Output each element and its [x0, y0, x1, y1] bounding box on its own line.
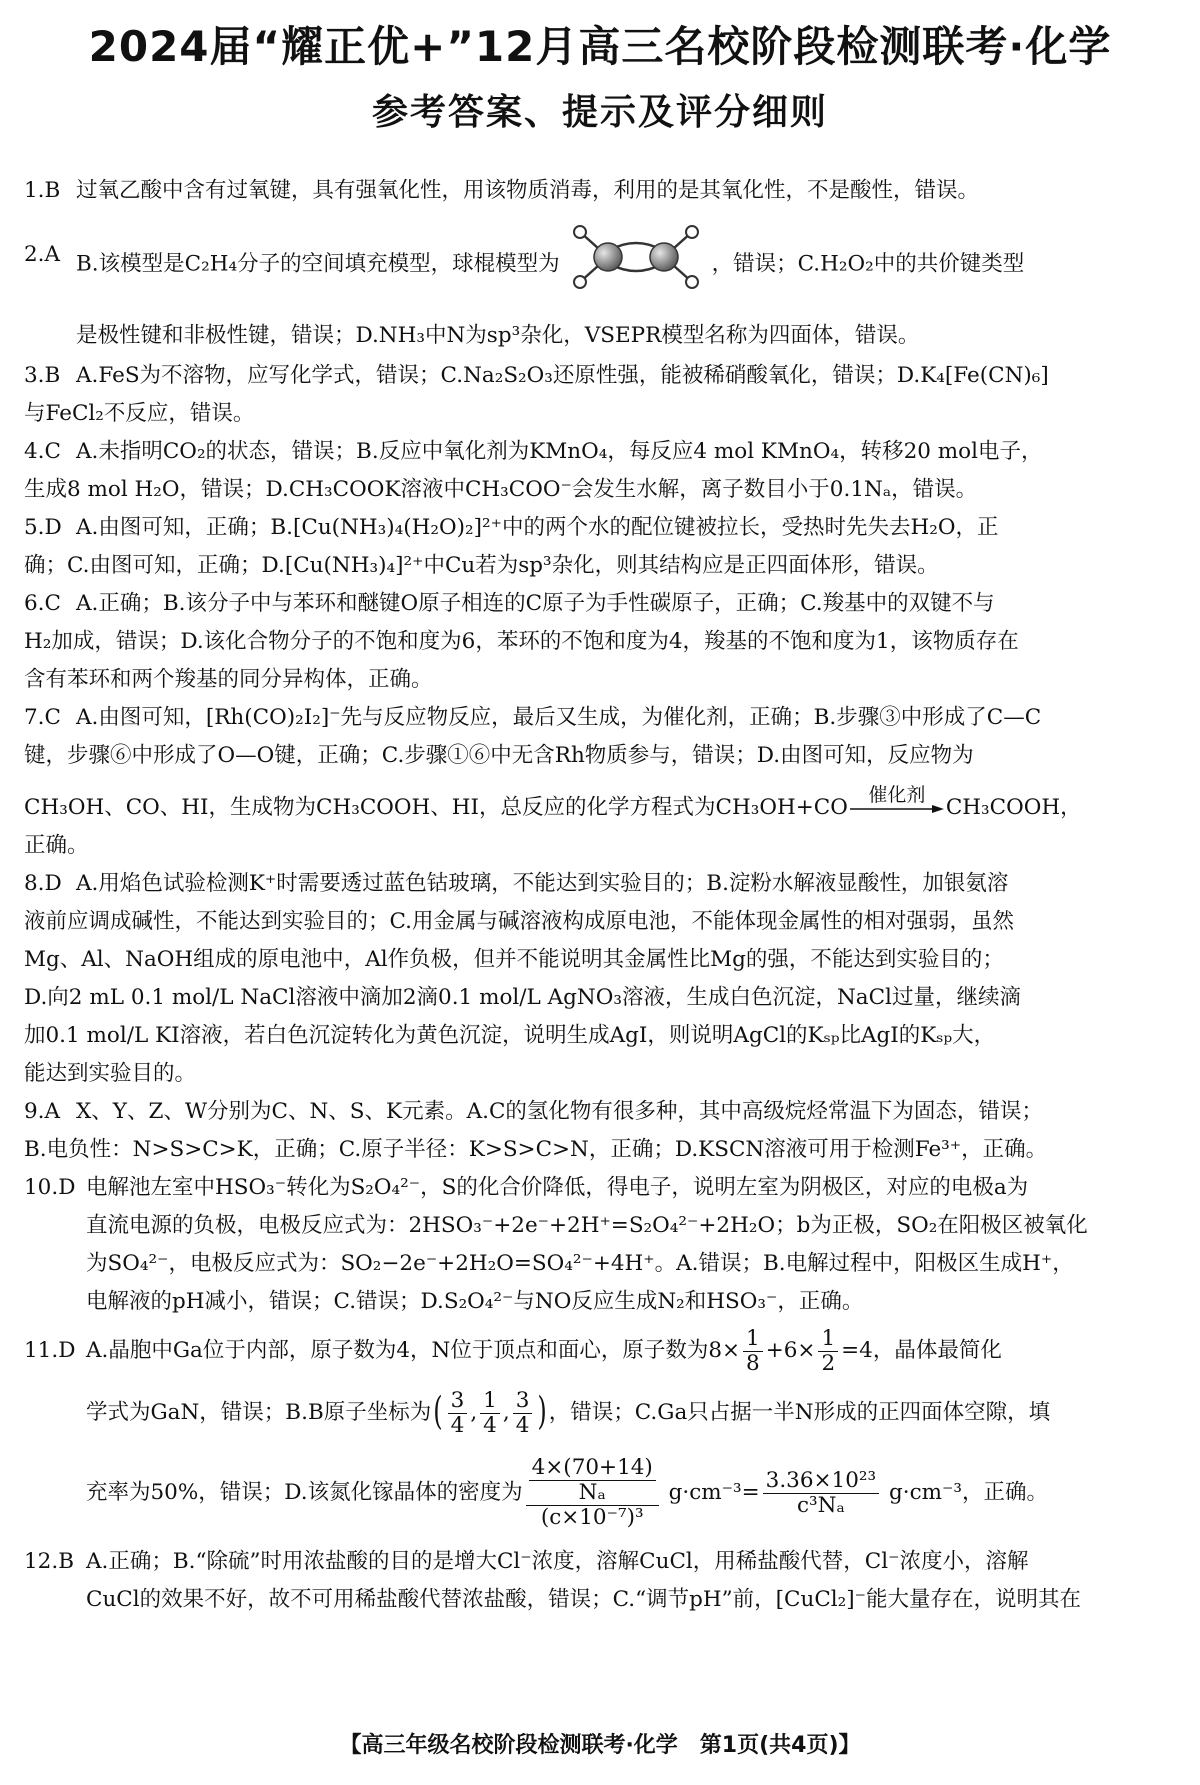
answer-line: 学式为GaN，错误；B.B原子坐标为( $\frac{3}{4}$ , $\frac{1}{4}$ , $\frac{3}{4}$ )，错误；C.Ga只占据一半N形成的正四面体空隙，填: [86, 1381, 1176, 1443]
answer-number: 4.C: [24, 439, 61, 464]
answer-text: 与FeCl₂不反应，错误。: [24, 401, 255, 426]
denominator: 4: [515, 1412, 530, 1438]
answer-text: A.由图可知，正确；B.[Cu(NH₃)₄(H₂O)₂]²⁺中的两个水的配位键被拉长，受热时先失去H₂O，正: [76, 515, 999, 540]
answer-text: +6×: [765, 1338, 816, 1363]
answer-item-6: [24, 585, 1176, 623]
answer-item-10: [24, 1169, 1176, 1321]
answer-list: [24, 172, 1176, 1619]
answer-number: 5.D: [24, 515, 62, 540]
answer-item-1: [24, 172, 1176, 210]
answer-item-9: [24, 1093, 1176, 1131]
answer-item-8: [24, 865, 1176, 903]
answer-text: 加0.1 mol/L KI溶液，若白色沉淀转化为黄色沉淀，说明生成AgI，则说明AgCl的Kₛₚ比AgI的Kₛₚ大，: [24, 1023, 996, 1048]
answer-item-4-cont: [24, 471, 1176, 509]
answer-text: 电解液的pH减小，错误；C.错误；D.S₂O₄²⁻与NO反应生成N₂和HSO₃⁻，正确。: [86, 1289, 864, 1314]
ball-stick-model-icon: [566, 222, 706, 307]
answer-text: 充率为50%，错误；D.该氮化镓晶体的密度为: [86, 1480, 523, 1505]
answer-text: 确；C.由图可知，正确；D.[Cu(NH₃)₄]²⁺中Cu若为sp³杂化，则其结构应是正四面体形，错误。: [24, 553, 939, 578]
answer-line: [86, 1321, 1176, 1381]
inner-fraction: [529, 1456, 656, 1505]
answer-number: 10.D: [24, 1175, 76, 1200]
answer-text: CH₃OH、CO、HI，生成物为CH₃COOH、HI，总反应的化学方程式为CH₃OH+CO: [24, 795, 848, 820]
answer-item-8-cont: [24, 903, 1176, 1093]
denominator: 4: [483, 1412, 497, 1438]
catalyst-label: 催化剂: [868, 784, 926, 806]
answer-text: ，错误；C.H₂O₂中的共价键类型: [711, 251, 1025, 277]
answer-text: B.电负性：N>S>C>K，正确；C.原子半径：K>S>C>N，正确；D.KSCN溶液可用于检测Fe³⁺，正确。: [24, 1137, 1048, 1162]
numerator: 3.36×10²³: [763, 1469, 879, 1494]
answer-text: 为SO₄²⁻，电极反应式为：SO₂−2e⁻+2H₂O=SO₄²⁻+4H⁺。A.错误；B.电解过程中，阳极区生成H⁺，: [86, 1251, 1074, 1276]
answer-text: 是极性键和非极性键，错误；D.NH₃中N为sp³杂化，VSEPR模型名称为四面体，错误。: [76, 323, 920, 348]
answer-text: 含有苯环和两个羧基的同分异构体，正确。: [24, 667, 433, 692]
answer-item-11: [24, 1321, 1176, 1543]
answer-text: 键，步骤⑥中形成了O—O键，正确；C.步骤①⑥中无含Rh物质参与，错误；D.由图可知，反应物为: [24, 743, 974, 768]
answer-item-4: [24, 433, 1176, 471]
answer-number: 3.B: [24, 363, 61, 388]
answer-item-5: [24, 509, 1176, 547]
answer-text: X、Y、Z、W分别为C、N、S、K元素。A.C的氢化物有很多种，其中高级烷烃常温下为固态，错误；: [76, 1099, 1043, 1124]
answer-text: 学式为GaN，错误；B.B原子坐标为: [86, 1400, 432, 1425]
answer-text: Mg、Al、NaOH组成的原电池中，Al作负极，但并不能说明其金属性比Mg的强，不能达到实验目的；: [24, 947, 1004, 972]
answer-item-7: [24, 699, 1176, 737]
answer-number: 7.C: [24, 705, 61, 730]
left-paren-icon: (: [433, 1388, 443, 1434]
numerator: 3: [513, 1389, 533, 1414]
page-subtitle: 参考答案、提示及评分细则: [371, 92, 828, 133]
denominator: 8: [746, 1350, 760, 1376]
answer-text: 生成8 mol H₂O，错误；D.CH₃COOK溶液中CH₃COO⁻会发生水解，离子数目小于0.1Nₐ，错误。: [24, 477, 978, 502]
numerator: 3: [448, 1389, 468, 1414]
answer-number: 1.B: [24, 178, 61, 203]
answer-text: A.由图可知，[Rh(CO)₂I₂]⁻先与反应物反应，最后又生成，为催化剂，正确；B.步骤③中形成了C—C: [76, 705, 1042, 730]
answer-text: A.FeS为不溶物，应写化学式，错误；C.Na₂S₂O₃还原性强，能被稀硝酸氧化，错误；D.K₄[Fe(CN)₆]: [76, 363, 1049, 388]
fraction: [448, 1389, 468, 1438]
answer-text: ，错误；C.Ga只占据一半N形成的正四面体空隙，填: [548, 1400, 1051, 1425]
answer-text: 直流电源的负极，电极反应式为：2HSO₃⁻+2e⁻+2H⁺=S₂O₄²⁻+2H₂O；b为正极，SO₂在阳极区被氧化: [86, 1213, 1088, 1238]
answer-text: g·cm⁻³，正确。: [882, 1480, 1048, 1505]
answer-text: 能达到实验目的。: [24, 1061, 197, 1086]
answer-number: 12.B: [24, 1549, 74, 1574]
answer-number: 8.D: [24, 871, 62, 896]
numerator: 1: [818, 1327, 838, 1352]
answer-number: 2.A: [24, 242, 61, 267]
numerator: 4×(70+14): [529, 1456, 656, 1481]
answer-item-5-cont: [24, 547, 1176, 585]
density-fraction: [526, 1456, 659, 1530]
denominator: 4: [450, 1412, 465, 1438]
answer-text: A.用焰色试验检测K⁺时需要透过蓝色钴玻璃，不能达到实验目的；B.淀粉水解液显酸性，加银氨溶: [76, 871, 1009, 896]
answer-text: 液前应调成碱性，不能达到实验目的；C.用金属与碱溶液构成原电池，不能体现金属性的相对强弱，虽然: [24, 909, 1015, 934]
answer-number: 11.D: [24, 1338, 76, 1363]
denominator: c³Nₐ: [797, 1492, 845, 1518]
answer-item-2: [24, 222, 1176, 357]
answer-item-3: [24, 357, 1176, 395]
denominator: (c×10⁻⁷)³: [540, 1505, 644, 1530]
answer-text: A.正确；B.“除硫”时用浓盐酸的目的是增大Cl⁻浓度，溶解CuCl，用稀盐酸代替，Cl⁻浓度小，溶解: [86, 1549, 1029, 1574]
answer-text: D.向2 mL 0.1 mol/L NaCl溶液中滴加2滴0.1 mol/L AgNO₃溶液，生成白色沉淀，NaCl过量，继续滴: [24, 985, 1021, 1010]
answer-item-9-cont: [24, 1131, 1176, 1169]
denominator: Nₐ: [578, 1480, 606, 1505]
equation-line: [24, 784, 1176, 827]
answer-text: B.该模型是C₂H₄分子的空间填充模型，球棍模型为: [76, 251, 560, 277]
answer-item-6-cont: [24, 623, 1176, 699]
answer-item-7-cont: [24, 737, 1176, 865]
answer-text: A.未指明CO₂的状态，错误；B.反应中氧化剂为KMnO₄，每反应4 mol KMnO₄，转移20 mol电子，: [76, 439, 1043, 464]
page-footer: 【高三年级名校阶段检测联考·化学 第1页(共4页)】: [339, 1733, 861, 1758]
answer-text: H₂加成，错误；D.该化合物分子的不饱和度为6，苯环的不饱和度为4，羧基的不饱和度为1，该物质存在: [24, 629, 1019, 654]
answer-text: g·cm⁻³=: [661, 1480, 760, 1505]
answer-text: 正确。: [24, 833, 89, 858]
fraction: [763, 1469, 879, 1518]
numerator: 1: [480, 1389, 500, 1414]
answer-text: 电解池左室中HSO₃⁻转化为S₂O₄²⁻，S的化合价降低，得电子，说明左室为阴极区，对应的电极a为: [86, 1175, 1029, 1200]
answer-text: =4，晶体最简化: [841, 1338, 1002, 1363]
page-title: 2024届“耀正优+”12月高三名校阶段检测联考·化学: [88, 22, 1112, 71]
answer-line: [86, 1443, 1176, 1543]
reaction-arrow-icon: [848, 784, 946, 818]
right-paren-icon: ): [537, 1388, 547, 1434]
answer-number: 9.A: [24, 1099, 61, 1124]
answer-text: 过氧乙酸中含有过氧键，具有强氧化性，用该物质消毒，利用的是其氧化性，不是酸性，错误。: [76, 178, 980, 203]
answer-text: A.晶胞中Ga位于内部，原子数为4，N位于顶点和面心，原子数为8×: [86, 1338, 741, 1363]
fraction: [743, 1327, 763, 1376]
answer-item-3-cont: [24, 395, 1176, 433]
answer-item-12: [24, 1543, 1176, 1619]
fraction: [480, 1389, 500, 1438]
answer-number: 6.C: [24, 591, 61, 616]
fraction: [513, 1389, 533, 1438]
numerator: [526, 1456, 659, 1506]
numerator: 1: [743, 1327, 763, 1352]
answer-text: CuCl的效果不好，故不可用稀盐酸代替浓盐酸，错误；C.“调节pH”前，[CuCl₂]⁻能大量存在，说明其在: [86, 1587, 1082, 1612]
answer-text: CH₃COOH，: [945, 795, 1082, 820]
fraction: [818, 1327, 838, 1376]
answer-text: A.正确；B.该分子中与苯环和醚键O原子相连的C原子为手性碳原子，正确；C.羧基中的双键不与: [76, 591, 995, 616]
denominator: 2: [821, 1350, 836, 1376]
